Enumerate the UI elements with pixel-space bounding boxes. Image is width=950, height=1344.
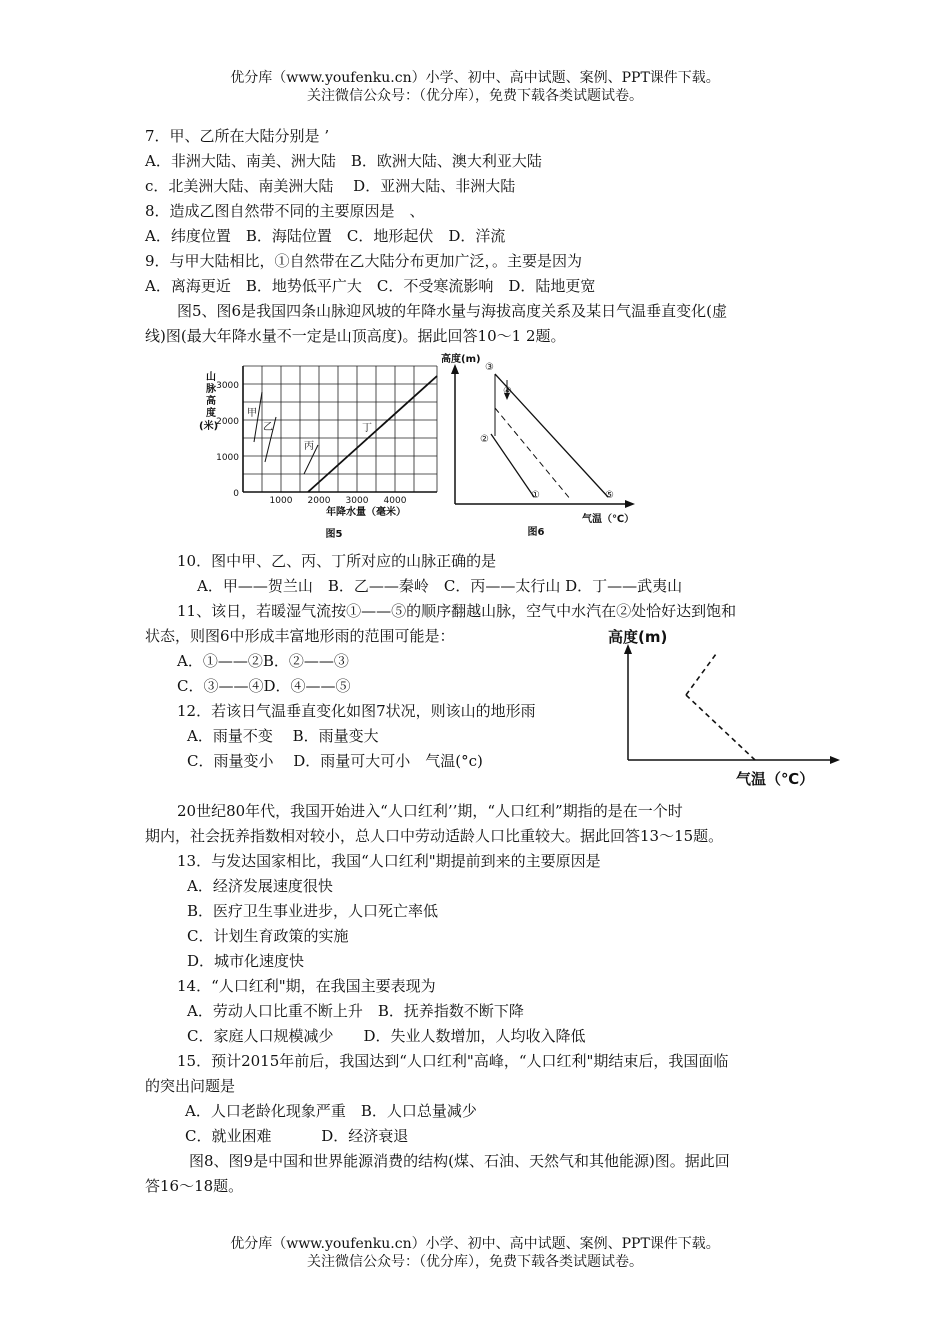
q15-options-cd: C．就业困难 D．经济衰退 bbox=[185, 1127, 409, 1145]
figure-5 bbox=[196, 352, 446, 542]
q14-options-ab: A．劳动人口比重不断上升 B．抚养指数不断下降 bbox=[187, 1002, 524, 1020]
fig5-ylabel-char-4: 度 bbox=[206, 408, 216, 419]
fig5-ytick: 0 bbox=[233, 489, 239, 499]
intro-10-12-line-1: 图5、图6是我国四条山脉迎风坡的年降水量与海拔高度关系及某日气温垂直变化(虚 bbox=[177, 302, 727, 320]
fig5-ytick: 1000 bbox=[216, 453, 239, 463]
q10-stem: 10．图中甲、乙、丙、丁所对应的山脉正确的是 bbox=[177, 552, 497, 570]
q15-stem-line-1: 15．预计2015年前后，我国达到“人口红利"高峰，“人口红利"期结束后，我国面临 bbox=[177, 1052, 729, 1070]
fig5-caption: 图5 bbox=[325, 529, 343, 540]
fig5-ylabel-char-5: (米) bbox=[199, 421, 219, 432]
q15-options-ab: A．人口老龄化现象严重 B．人口总量减少 bbox=[185, 1102, 477, 1120]
fig5-xtick: 1000 bbox=[269, 496, 293, 506]
q13-option-d: D．城市化速度快 bbox=[187, 952, 305, 970]
fig5-label-bing: 丙 bbox=[304, 441, 314, 452]
fig5-xtick: 4000 bbox=[383, 496, 407, 506]
q12-stem: 12．若该日气温垂直变化如图7状况，则该山的地形雨 bbox=[177, 702, 536, 720]
fig5-label-jia: 甲 bbox=[247, 408, 257, 419]
q13-option-a: A．经济发展速度很快 bbox=[187, 877, 333, 895]
q11-stem-line-1: 11、该日，若暖湿气流按①——⑤的顺序翻越山脉，空气中水汽在②处恰好达到饱和 bbox=[177, 602, 737, 620]
q13-option-c: C．计划生育政策的实施 bbox=[187, 927, 349, 945]
figure-6 bbox=[437, 350, 637, 542]
fig6-point-3: ③ bbox=[485, 362, 494, 373]
intro-16-18-line-2: 答16～18题。 bbox=[145, 1177, 244, 1195]
intro-10-12-line-2: 线)图(最大年降水量不一定是山顶高度)。据此回答10～1 2题。 bbox=[145, 327, 566, 345]
q7-stem: 7．甲、乙所在大陆分别是 ’ bbox=[145, 127, 330, 145]
fig6-point-1: ① bbox=[531, 490, 540, 501]
fig5-ylabel-char-2: 脉 bbox=[206, 384, 216, 395]
figure-7 bbox=[600, 622, 845, 794]
q8-stem: 8．造成乙图自然带不同的主要原因是 、 bbox=[145, 202, 425, 220]
q11-options-cd: C．③——④D．④——⑤ bbox=[177, 677, 351, 695]
q11-options-ab: A．①——②B．②——③ bbox=[177, 652, 349, 670]
q13-stem: 13．与发达国家相比，我国“人口红利"期提前到来的主要原因是 bbox=[177, 852, 601, 870]
fig6-ylabel: 高度(m) bbox=[441, 354, 481, 365]
fig6-point-4: ④ bbox=[503, 386, 512, 397]
fig6-caption: 图6 bbox=[527, 527, 545, 538]
fig5-xlabel: 年降水量（毫米） bbox=[326, 507, 406, 518]
q14-options-cd: C．家庭人口规模减少 D．失业人数增加，人均收入降低 bbox=[187, 1027, 586, 1045]
fig5-ylabel-char-3: 高 bbox=[206, 396, 216, 407]
fig5-label-ding: 丁 bbox=[362, 423, 372, 434]
q14-stem: 14．“人口红利"期，在我国主要表现为 bbox=[177, 977, 436, 995]
fig6-xlabel: 气温（℃） bbox=[582, 514, 635, 525]
fig5-ytick: 3000 bbox=[216, 381, 239, 391]
q12-options-cd: C．雨量变小 D．雨量可大可小 气温(°c) bbox=[187, 752, 483, 770]
fig7-xlabel: 气温（℃） bbox=[736, 770, 815, 788]
q12-options-ab: A．雨量不变 B．雨量变大 bbox=[187, 727, 379, 745]
q9-stem: 9．与甲大陆相比，①自然带在乙大陆分布更加广泛，。主要是因为 bbox=[145, 252, 583, 270]
fig5-ylabel-char-1: 山 bbox=[206, 372, 216, 383]
intro-13-15-line-1: 20世纪80年代，我国开始进入“人口红利’’期，“人口红利”期指的是在一个时 bbox=[177, 802, 683, 820]
fig5-ytick: 2000 bbox=[216, 417, 239, 427]
q8-options: A．纬度位置 B．海陆位置 C．地形起伏 D．洋流 bbox=[145, 227, 506, 245]
fig5-label-yi: 乙 bbox=[263, 422, 273, 433]
fig6-point-5: ⑤ bbox=[605, 490, 614, 501]
intro-13-15-line-2: 期内，社会抚养指数相对较小，总人口中劳动适龄人口比重较大。据此回答13～15题。 bbox=[145, 827, 724, 845]
page-header-line-2: 关注微信公众号：（优分库），免费下载各类试题试卷。 bbox=[307, 88, 643, 104]
q13-option-b: B．医疗卫生事业进步，人口死亡率低 bbox=[187, 902, 439, 920]
page-footer-line-1: 优分库（www.youfenku.cn）小学、初中、高中试题、案例、PPT课件下载。 bbox=[230, 1236, 720, 1252]
q7-options-cd: c．北美洲大陆、南美洲大陆 D．亚洲大陆、非洲大陆 bbox=[145, 177, 516, 195]
fig5-line-ding bbox=[308, 376, 437, 492]
q10-options: A．甲——贺兰山 B．乙——秦岭 C．丙——太行山 D．丁——武夷山 bbox=[197, 577, 683, 595]
fig5-xtick: 3000 bbox=[345, 496, 369, 506]
page-header-line-1: 优分库（www.youfenku.cn）小学、初中、高中试题、案例、PPT课件下载。 bbox=[230, 70, 720, 86]
fig6-point-2: ② bbox=[480, 434, 489, 445]
page-footer-line-2: 关注微信公众号：（优分库），免费下载各类试题试卷。 bbox=[307, 1254, 643, 1270]
intro-16-18-line-1: 图8、图9是中国和世界能源消费的结构(煤、石油、天然气和其他能源)图。据此回 bbox=[189, 1152, 730, 1170]
q11-stem-line-2: 状态，则图6中形成丰富地形雨的范围可能是： bbox=[145, 627, 455, 645]
fig5-xtick: 2000 bbox=[307, 496, 331, 506]
fig7-ylabel: 高度(m) bbox=[608, 628, 668, 646]
q15-stem-line-2: 的突出问题是 bbox=[145, 1077, 236, 1095]
q7-options-ab: A．非洲大陆、南美、洲大陆 B．欧洲大陆、澳大利亚大陆 bbox=[145, 152, 542, 170]
q9-options: A．离海更近 B．地势低平广大 C．不受寒流影响 D．陆地更宽 bbox=[145, 277, 596, 295]
